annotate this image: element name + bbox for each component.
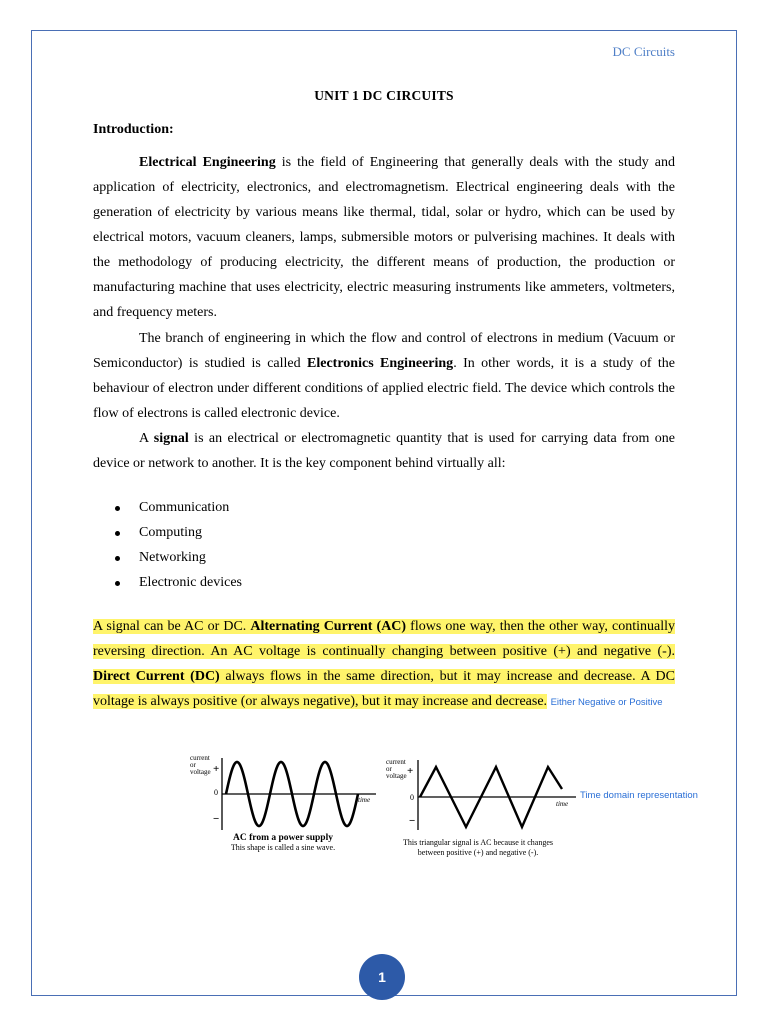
list-item: Electronic devices <box>113 570 242 595</box>
list-item: Communication <box>113 495 242 520</box>
zero-label: 0 <box>410 793 414 802</box>
term-signal: signal <box>153 431 189 446</box>
paragraph-signal <box>93 426 675 476</box>
highlight-text: flows one way, then the other way, continually reversing direction. An AC voltage is continually changing between positive (+) and negative (-). <box>93 619 675 659</box>
page-title: UNIT 1 DC CIRCUITS <box>314 88 454 103</box>
highlight-text: A signal can be AC or DC. <box>93 619 251 634</box>
annotation-note: Either Negative or Positive <box>550 697 663 708</box>
term-electrical-engineering: Electrical Engineering <box>139 155 276 170</box>
running-header: DC Circuits <box>612 44 675 59</box>
time-label: time <box>556 800 569 808</box>
axis-label: current <box>190 754 210 762</box>
ac-dc-highlight-paragraph <box>93 614 675 715</box>
minus-sign: − <box>213 813 220 825</box>
minus-sign: − <box>409 815 416 827</box>
paragraph-text: A <box>139 431 154 446</box>
sine-wave-panel <box>190 754 376 830</box>
list-item: Networking <box>113 545 242 570</box>
term-direct-current: Direct Current (DC) <box>93 669 220 684</box>
plus-sign: + <box>407 765 414 777</box>
time-label: time <box>358 796 371 804</box>
intro-heading: Introduction: <box>93 122 174 137</box>
page-number: 1 <box>359 954 405 1000</box>
term-electronics-engineering: Electronics Engineering <box>307 356 454 371</box>
time-domain-note: Time domain representation <box>580 790 698 801</box>
list-item: Computing <box>113 520 242 545</box>
paragraph-text: is the field of Engineering that generally deals with the study and application of electricity, electronics, and electromagnetism. Electrical engineering deals with the generation of electricity by various means like thermal, tidal, solar or hydro, which can be used by electrical motors, vacuum cleaners, lamps, submersible motors or pulverising machines. It deals with the methodology of producing electricity, the different means of production, the production or manufacturing machine that uses electricity, electric measuring instruments like ammeters, voltmeters, and frequency meters. <box>93 155 675 320</box>
sine-caption-title: AC from a power supply <box>233 833 333 843</box>
axis-label: current <box>386 758 406 766</box>
triangle-caption <box>393 838 563 858</box>
highlight-text: always flows in the same direction, but it may increase and decrease. A DC voltage is always positive (or always negative), but it may increase and decrease. <box>93 669 675 709</box>
triangle-wave-panel <box>386 758 576 830</box>
paragraph-text: . In other words, it is a study of the behaviour of electron under different conditions of applied electric field. The device which controls the flow of electrons is called electronic device. <box>93 356 675 421</box>
paragraph-electrical-engineering <box>93 150 675 325</box>
sine-caption <box>213 833 353 853</box>
paragraph-electronics-engineering <box>93 326 675 426</box>
paragraph-text: The branch of engineering in which the flow and control of electrons in medium (Vacuum or Semiconductor) is studied is called <box>93 331 675 371</box>
signal-uses-list <box>113 495 242 595</box>
sine-caption-subtitle: This shape is called a sine wave. <box>230 843 336 852</box>
triangle-caption-line: between positive (+) and negative (-). <box>417 848 539 857</box>
axis-label: voltage <box>386 772 407 780</box>
plus-sign: + <box>213 763 220 775</box>
zero-label: 0 <box>214 788 218 797</box>
axis-label: or <box>386 765 392 773</box>
axis-label: voltage <box>190 768 211 776</box>
triangle-caption-line: This triangular signal is AC because it changes <box>403 838 553 847</box>
paragraph-text: is an electrical or electromagnetic quantity that is used for carrying data from one device or network to another. It is the key component behind virtually all: <box>93 431 675 471</box>
term-alternating-current: Alternating Current (AC) <box>250 619 407 634</box>
axis-label: or <box>190 761 196 769</box>
